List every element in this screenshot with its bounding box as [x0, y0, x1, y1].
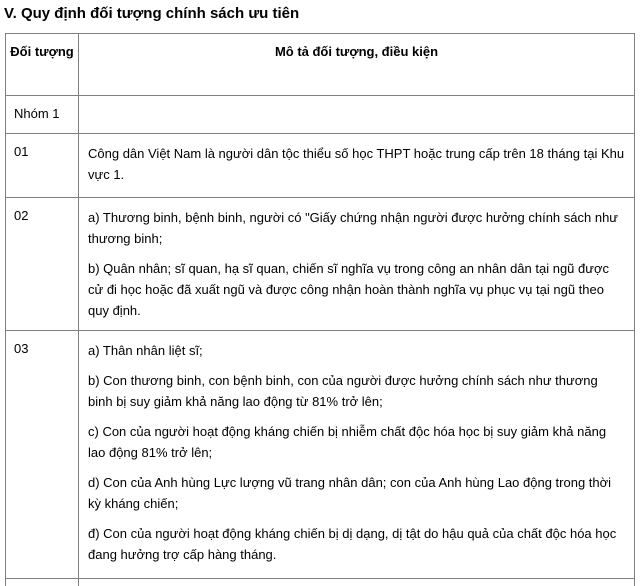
- table-header-row: [6, 34, 635, 96]
- description-paragraph: b) Con thương binh, con bệnh binh, con của người được hưởng chính sách như thương binh bị suy giảm khả năng lao động từ 81% trở lên;: [88, 373, 598, 409]
- column-header-mo-ta: Mô tả đối tượng, điều kiện: [79, 34, 635, 96]
- row-code: 01: [6, 134, 79, 198]
- row-description: [79, 579, 635, 586]
- table-body: [6, 96, 635, 586]
- table-row: [6, 579, 635, 586]
- column-header-doi-tuong: Đối tượng: [6, 34, 79, 96]
- description-paragraph: b) Quân nhân; sĩ quan, hạ sĩ quan, chiến sĩ nghĩa vụ trong công an nhân dân tại ngũ được cử đi học hoặc đã xuất ngũ và được công nhận hoàn thành nghĩa vụ phục vụ tại ngũ theo quy định.: [88, 261, 609, 318]
- description-paragraph: a) Thân nhân liệt sĩ;: [88, 343, 203, 358]
- table-row: [6, 331, 635, 579]
- row-description: [79, 96, 635, 134]
- priority-policy-table: [5, 33, 635, 586]
- row-description: [79, 331, 635, 579]
- row-code: [6, 579, 79, 586]
- row-code: 02: [6, 198, 79, 331]
- row-code: Nhóm 1: [6, 96, 79, 134]
- table-row: [6, 134, 635, 198]
- description-paragraph: c) Con của người hoạt động kháng chiến bị nhiễm chất độc hóa học bị suy giảm khả năng lao động 81% trở lên;: [88, 424, 607, 460]
- row-description: [79, 198, 635, 331]
- table-row: [6, 96, 635, 134]
- row-code: 03: [6, 331, 79, 579]
- row-description: [79, 134, 635, 198]
- description-paragraph: Công dân Việt Nam là người dân tộc thiểu số học THPT hoặc trung cấp trên 18 tháng tại Khu vực 1.: [88, 146, 625, 182]
- description-paragraph: đ) Con của người hoạt động kháng chiến bị dị dạng, dị tật do hậu quả của chất độc hóa học đang hưởng trợ cấp hàng tháng.: [88, 526, 617, 562]
- page-title: V. Quy định đối tượng chính sách ưu tiên: [4, 5, 300, 22]
- description-paragraph: a) Thương binh, bệnh binh, người có "Giấy chứng nhận người được hưởng chính sách như thương binh;: [88, 210, 618, 246]
- table-row: [6, 198, 635, 331]
- description-paragraph: d) Con của Anh hùng Lực lượng vũ trang nhân dân; con của Anh hùng Lao động trong thời kỳ kháng chiến;: [88, 475, 612, 511]
